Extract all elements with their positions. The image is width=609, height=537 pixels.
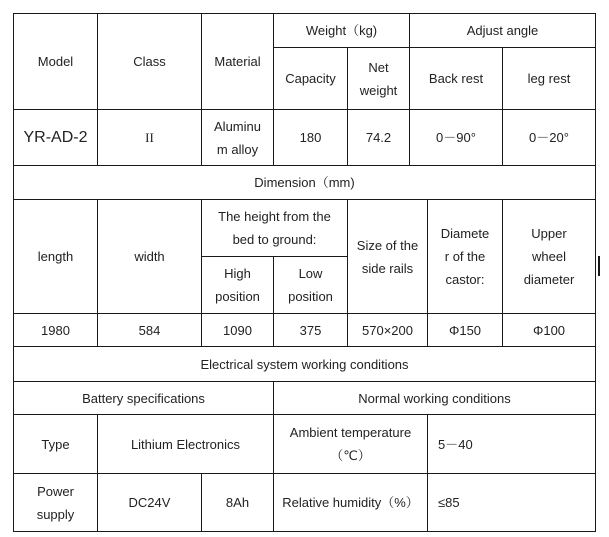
header-material: Material [214, 54, 261, 69]
type-value: Lithium Electronics [130, 436, 241, 452]
humidity-label: Relative humidity（%） [282, 495, 419, 510]
humidity-value: ≤85 [438, 495, 460, 510]
class-value: II [145, 130, 154, 145]
high-position-value: 1090 [223, 322, 252, 338]
header-high-position: High position [215, 266, 260, 304]
header-width: width [134, 249, 165, 264]
header-leg-rest: leg rest [527, 71, 571, 86]
ambient-value: 5－40 [438, 436, 473, 452]
header-back-rest: Back rest [428, 71, 484, 86]
power-label: Power supply [36, 483, 75, 522]
working-title: Normal working conditions [358, 390, 511, 406]
material-value: Aluminu m alloy [214, 118, 261, 157]
type-label: Type [41, 436, 70, 452]
battery-title: Battery specifications [82, 390, 205, 406]
header-length: length [37, 249, 74, 264]
header-model: Model [37, 54, 74, 69]
electrical-title: Electrical system working conditions [200, 356, 409, 372]
header-weight: Weight（kg) [305, 23, 378, 38]
ambient-label: Ambient temperature （℃） [289, 425, 412, 463]
low-position-value: 375 [299, 322, 322, 338]
header-side-rails: Size of the side rails [356, 237, 419, 276]
header-low-position: Low position [288, 266, 333, 304]
back-rest-value: 0－90° [436, 130, 476, 145]
leg-rest-value: 0－20° [529, 130, 569, 145]
edge-mark [598, 256, 600, 276]
length-value: 1980 [41, 322, 70, 338]
header-bed-height: The height from the bed to ground: [218, 209, 331, 247]
side-rails-value: 570×200 [362, 322, 413, 338]
table-border-right [595, 13, 596, 532]
width-value: 584 [138, 322, 161, 338]
battery-capacity-value: 8Ah [225, 495, 250, 510]
upper-wheel-value: Φ100 [532, 322, 566, 338]
dimension-title: Dimension（mm) [254, 175, 355, 190]
table-border-bottom [13, 531, 596, 532]
header-castor: Diamete r of the castor: [440, 226, 490, 287]
header-upper-wheel: Upper wheel diameter [523, 226, 575, 287]
voltage-value: DC24V [128, 495, 171, 510]
header-class: Class [133, 54, 166, 69]
header-capacity: Capacity [285, 71, 336, 86]
header-net-weight: Net weight [359, 59, 398, 98]
model-value: YR-AD-2 [23, 129, 88, 146]
header-adjust-angle: Adjust angle [466, 23, 539, 38]
castor-value: Φ150 [448, 322, 482, 338]
net-weight-value: 74.2 [365, 130, 392, 145]
capacity-value: 180 [299, 130, 322, 145]
